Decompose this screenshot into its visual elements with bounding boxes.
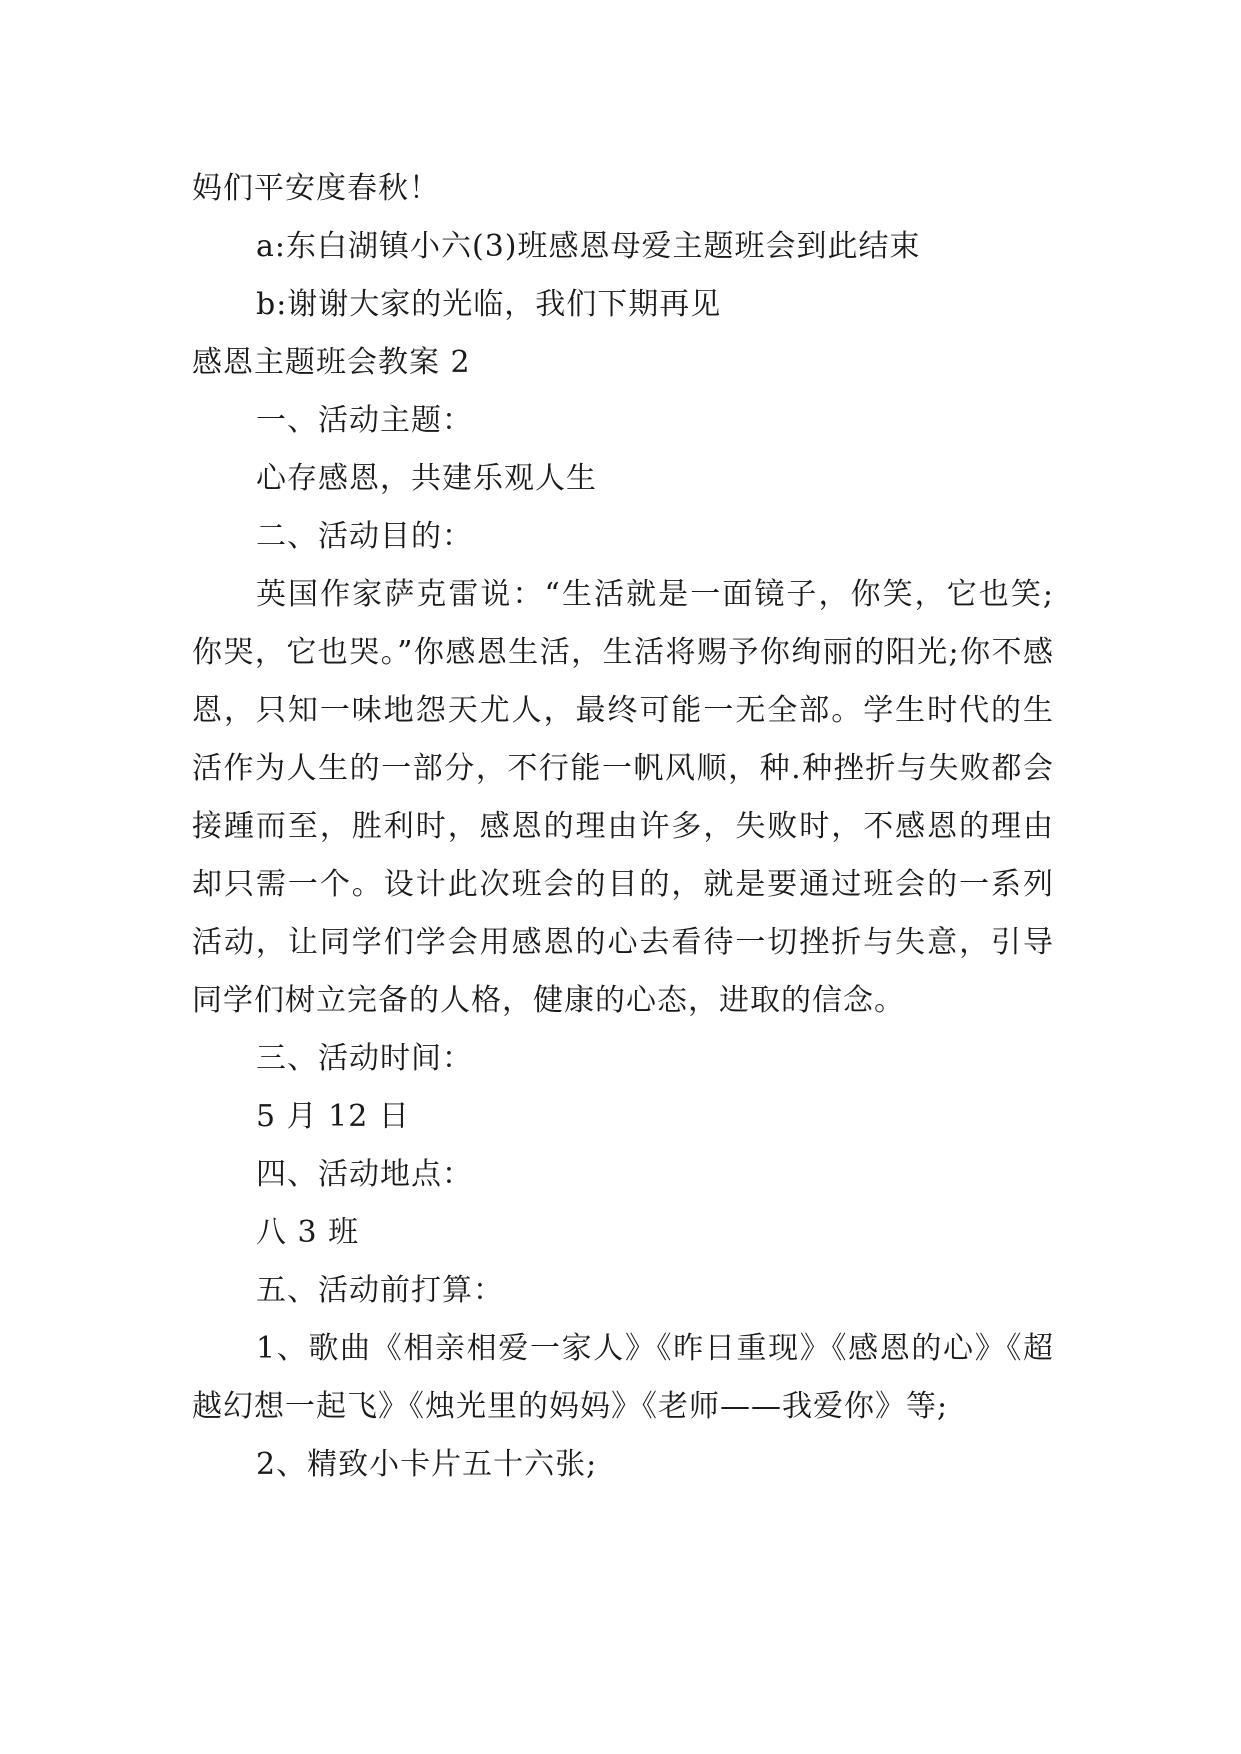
place-heading: 四、活动地点： [256, 1157, 473, 1192]
time-heading: 三、活动时间： [256, 1041, 473, 1076]
purpose-paragraph: 英国作家萨克雷说：“生活就是一面镜子，你笑，它也笑;你哭，它也哭。”你感恩生活，生活将赐予你绚丽的阳光;你不感恩，只知一味地怨天尤人，最终可能一无全部。学生时代的生活作为人生的一部分，不行能一帆风顺，种.种挫折与失败都会接踵而至，胜利时，感恩的理由许多，失败时，不感恩的理由却只需一个。设计此次班会的目的，就是要通过班会的一系列活动，让同学们学会用感恩的心去看待一切挫折与失意，引导同学们树立完备的人格，健康的心态，进取的信念。 [192, 577, 1054, 1018]
document-body [192, 160, 1054, 1494]
place-text: 八 3 班 [256, 1215, 360, 1250]
text-line-host-b: b:谢谢大家的光临，我们下期再见 [256, 287, 722, 322]
theme-text: 心存感恩，共建乐观人生 [256, 461, 597, 496]
time-text: 5 月 12 日 [256, 1099, 410, 1134]
section-title: 感恩主题班会教案 2 [192, 345, 471, 380]
text-line-host-a: a:东白湖镇小六(3)班感恩母爱主题班会到此结束 [256, 229, 921, 264]
prep-item-1: 1、歌曲《相亲相爱一家人》《昨日重现》《感恩的心》《超越幻想一起飞》《烛光里的妈妈》《老师——我爱你》等; [192, 1331, 1054, 1424]
prep-item-2: 2、精致小卡片五十六张; [256, 1447, 598, 1482]
purpose-heading: 二、活动目的： [256, 519, 473, 554]
theme-heading: 一、活动主题： [256, 403, 473, 438]
text-line-closing: 妈们平安度春秋！ [192, 171, 440, 206]
prep-heading: 五、活动前打算： [256, 1273, 504, 1308]
